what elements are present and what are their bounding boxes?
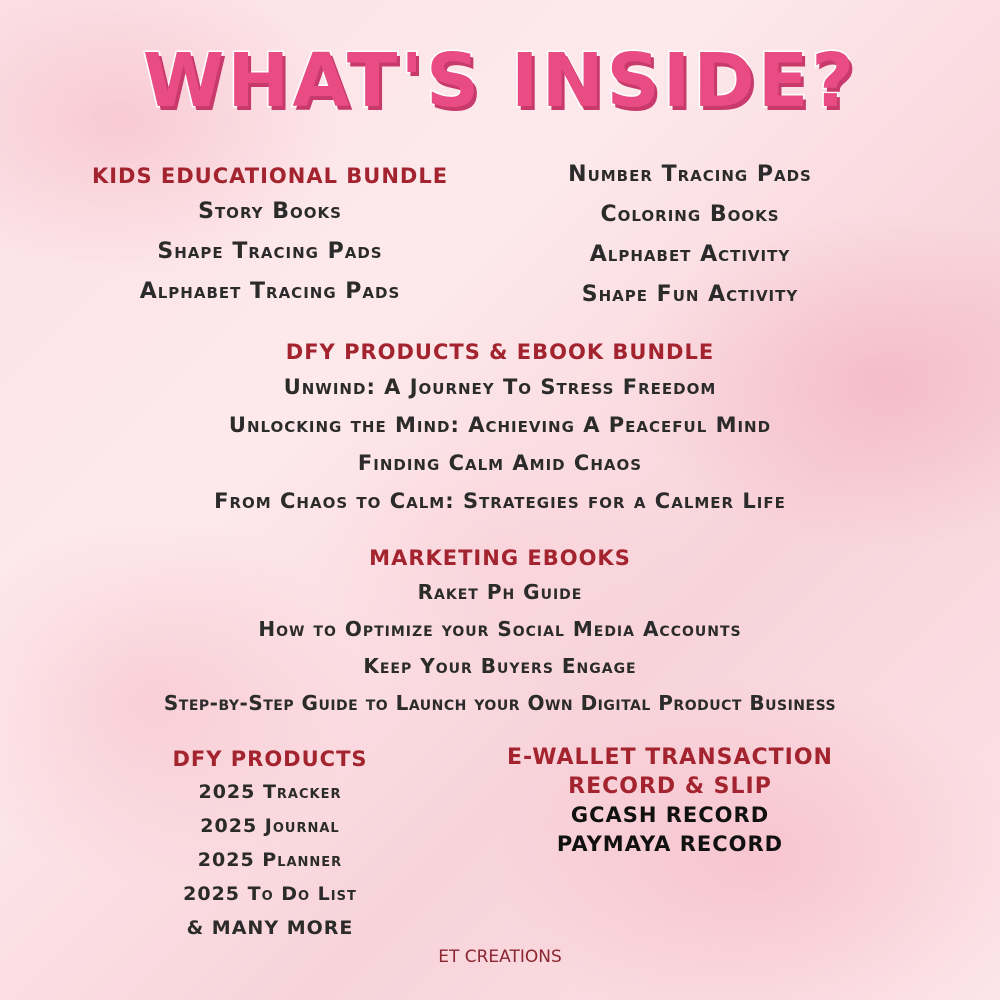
list-item: GCASH RECORD [570, 803, 770, 827]
list-item: How to Optimize your Social Media Accounts [258, 617, 742, 641]
ewallet-heading-line1: E-WALLET TRANSACTION [507, 745, 833, 770]
list-item: Alphabet Tracing Pads [139, 279, 401, 304]
ewallet-section [500, 743, 840, 859]
kids-bundle-right-column [490, 155, 890, 315]
list-item: 2025 Tracker [198, 781, 342, 803]
list-item: 2025 Planner [197, 849, 343, 871]
list-item: Number Tracing Pads [568, 162, 812, 187]
list-item: 2025 To Do List [183, 883, 357, 905]
dfy-products-heading: DFY PRODUCTS [172, 747, 368, 771]
list-item: Raket Ph Guide [417, 580, 583, 604]
dfy-products-section [120, 743, 420, 945]
list-item: Step-by-Step Guide to Launch your Own Digital Product Business [163, 691, 837, 715]
list-item: From Chaos to Calm: Strategies for a Calmer Life [214, 489, 786, 513]
list-item: Story Books [198, 199, 342, 224]
ebook-bundle-heading: DFY PRODUCTS & EBOOK BUNDLE [285, 340, 715, 364]
list-item: Alphabet Activity [589, 242, 791, 267]
ebook-bundle-section [0, 336, 1000, 520]
list-item: Unwind: A Journey To Stress Freedom [283, 375, 717, 399]
marketing-ebooks-heading: MARKETING EBOOKS [369, 546, 631, 570]
marketing-ebooks-section [0, 542, 1000, 722]
list-item: Keep Your Buyers Engage [363, 654, 637, 678]
list-item: Shape Fun Activity [581, 282, 799, 307]
page-title: WHAT'S INSIDE? [142, 38, 858, 124]
list-item: 2025 Journal [200, 815, 340, 837]
ewallet-heading-line2: RECORD & SLIP [568, 774, 772, 799]
list-item: Coloring Books [600, 202, 780, 227]
footer-brand: ET CREATIONS [438, 947, 562, 967]
kids-bundle-heading: KIDS EDUCATIONAL BUNDLE [91, 164, 449, 188]
kids-bundle-left-column [70, 160, 470, 312]
list-item: Finding Calm Amid Chaos [357, 451, 643, 475]
list-item: & MANY MORE [186, 917, 354, 939]
list-item: Unlocking the Mind: Achieving A Peaceful Mind [228, 413, 772, 437]
list-item: PAYMAYA RECORD [556, 832, 784, 856]
list-item: Shape Tracing Pads [157, 239, 383, 264]
